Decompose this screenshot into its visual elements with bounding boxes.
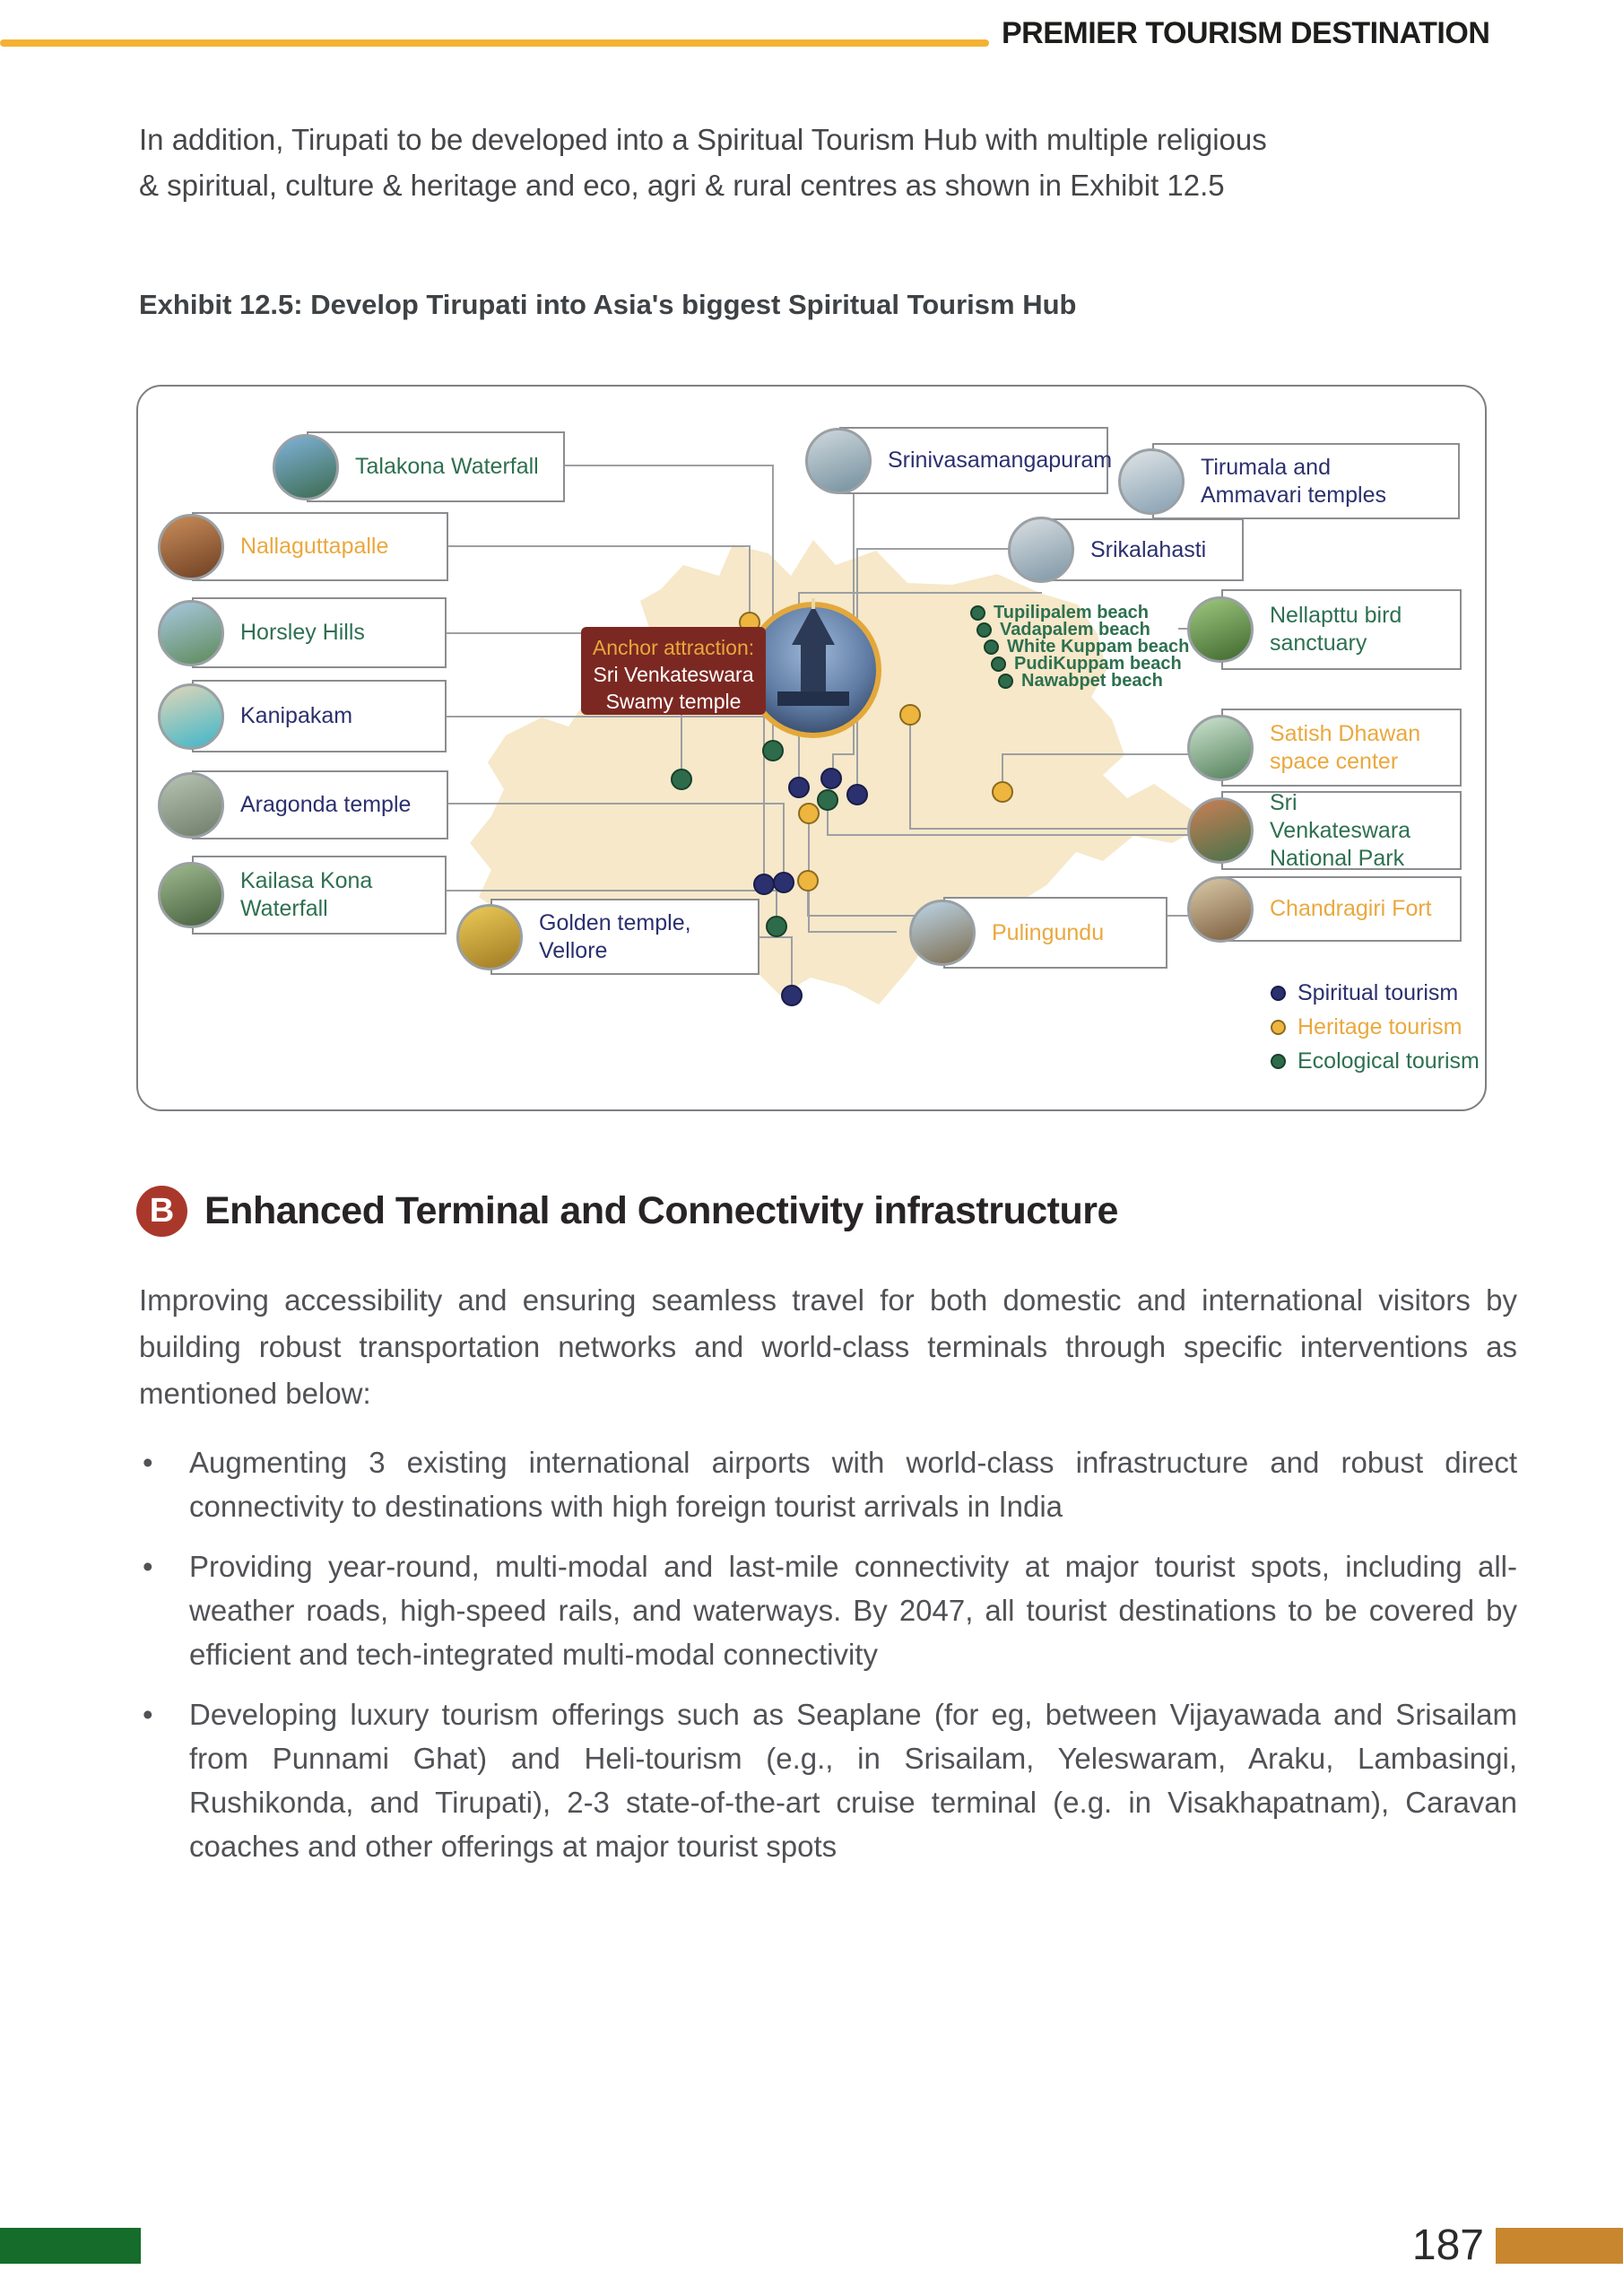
site-card-nellapttu [1221, 589, 1462, 670]
bullet-item: • Developing luxury tourism offerings such as Seaplane (for eg, between Vijayawada and Srisailam from Punnami Ghat) and Heli-tourism (e.g., in Srisailam, Yeleswaram, Araku, Lambasingi, Rushikonda, and Tirupati), 2-3 state-of-the-art cruise terminal (e.g. in Visakhapatnam), Caravan coaches and other offerings at major tourist spots [139, 1692, 1517, 1868]
site-card-kailasa-kona [192, 856, 447, 935]
legend-item-ecological [1271, 1044, 1480, 1078]
site-label: Tirumala and Ammavari temples [1201, 454, 1386, 508]
bullet-item: • Providing year-round, multi-modal and last-mile connectivity at major tourist spots, including all-weather roads, high-speed rails, and waterways. By 2047, all tourist destinations to be covered by efficient and tech-integrated multi-modal connectivity [139, 1544, 1517, 1676]
footer-gold-bar [1496, 2228, 1623, 2264]
golden-temple-photo [456, 904, 523, 970]
legend-label: Heritage tourism [1298, 1013, 1462, 1039]
aragonda-photo [158, 772, 224, 839]
site-label: Kailasa Kona Waterfall [240, 868, 373, 921]
section-b-heading: Enhanced Terminal and Connectivity infrastructure [204, 1189, 1118, 1232]
site-label: Pulingundu [992, 919, 1105, 945]
bullet-item: • Augmenting 3 existing international airports with world-class infrastructure and robust direct connectivity to destinations with high foreign tourist arrivals in India [139, 1440, 1517, 1528]
site-card-nallaguttapalle [192, 512, 448, 581]
talakona-photo [273, 434, 339, 500]
anchor-attraction-box [581, 627, 766, 715]
nallaguttapalle-photo [158, 514, 224, 580]
beach-item [998, 673, 1189, 690]
section-b-badge: B [136, 1186, 187, 1237]
header-accent-line [0, 39, 989, 47]
ecological-dot-icon [1271, 1054, 1286, 1069]
site-card-srikalahasti [1042, 518, 1244, 581]
site-card-satish-dhawan [1221, 709, 1462, 787]
kanipakam-photo [158, 683, 224, 750]
page-header-title: PREMIER TOURISM DESTINATION [1002, 16, 1490, 50]
site-card-kanipakam [192, 680, 447, 752]
site-card-chandragiri [1221, 876, 1462, 942]
heritage-dot-icon [1271, 1020, 1286, 1035]
site-card-pulingundu [943, 897, 1167, 969]
site-label: Horsley Hills [240, 620, 365, 645]
site-card-aragonda [192, 770, 448, 839]
srikalahasti-photo [1008, 517, 1074, 583]
footer-green-bar [0, 2228, 141, 2264]
legend-item-heritage [1271, 1010, 1480, 1044]
pulingundu-photo [909, 900, 976, 966]
horsley-hills-photo [158, 600, 224, 666]
beach-label: Vadapalem beach [1000, 620, 1150, 639]
exhibit-title: Exhibit 12.5: Develop Tirupati into Asia's biggest Spiritual Tourism Hub [139, 289, 1077, 320]
tirumala-photo [1118, 448, 1185, 515]
site-card-sv-national-park [1221, 791, 1462, 870]
ecological-dot-icon [998, 674, 1013, 689]
site-label: Srinivasamangapuram [888, 448, 1113, 473]
section-b-paragraph: Improving accessibility and ensuring seamless travel for both domestic and international visitors by building robust transportation networks and world-class terminals through specific interventions as mentioned below: [139, 1283, 1517, 1410]
ecological-dot-icon [991, 657, 1006, 672]
beach-label: Tupilipalem beach [994, 603, 1149, 622]
site-card-tirumala [1152, 443, 1460, 519]
ecological-dot-icon [984, 639, 999, 655]
chandragiri-photo [1187, 876, 1254, 943]
page-number: 187 [1411, 2222, 1484, 2269]
legend-item-spiritual [1271, 976, 1480, 1010]
site-label: Nallaguttapalle [240, 534, 389, 559]
site-card-talakona [307, 431, 565, 502]
intro-paragraph [139, 117, 1524, 208]
ecological-dot-icon [976, 622, 992, 638]
beach-label: White Kuppam beach [1007, 637, 1190, 657]
legend-label: Ecological tourism [1298, 1048, 1480, 1074]
map-legend [1271, 976, 1480, 1078]
anchor-attraction-line2: Swamy temple [605, 690, 742, 713]
satish-dhawan-photo [1187, 715, 1254, 781]
nellapttu-photo [1187, 596, 1254, 663]
ecological-dot-icon [970, 605, 985, 621]
section-b-bullet-list [139, 1440, 1517, 1884]
beach-label: Nawabpet beach [1021, 671, 1163, 691]
site-label: Srikalahasti [1090, 536, 1207, 562]
kailasa-kona-photo [158, 862, 224, 928]
beach-list [970, 604, 1189, 690]
anchor-attraction-label: Anchor attraction: [592, 636, 755, 659]
site-label: Chandragiri Fort [1270, 896, 1432, 921]
site-card-srinivasamangapuram [839, 427, 1113, 494]
anchor-attraction-line1: Sri Venkateswara [593, 663, 754, 686]
srinivasamangapuram-photo [805, 428, 872, 494]
site-label: Kanipakam [240, 703, 353, 728]
intro-line-2: & spiritual, culture & heritage and eco, agri & rural centres as shown in Exhibit 12.5 [139, 169, 1225, 202]
exhibit-map-panel [136, 385, 1487, 1111]
sv-national-park-photo [1187, 797, 1254, 864]
site-card-horsley-hills [192, 597, 447, 668]
beach-label: PudiKuppam beach [1014, 654, 1182, 674]
legend-label: Spiritual tourism [1298, 979, 1459, 1005]
site-label: Aragonda temple [240, 792, 412, 817]
intro-line-1: In addition, Tirupati to be developed into a Spiritual Tourism Hub with multiple religious [139, 123, 1267, 156]
site-label: Nellapttu bird sanctuary [1270, 603, 1402, 656]
site-label: Talakona Waterfall [355, 454, 539, 479]
site-card-golden-temple [490, 899, 759, 975]
site-label: Satish Dhawan space center [1270, 720, 1421, 774]
spiritual-dot-icon [1271, 986, 1286, 1001]
site-label: Sri Venkateswara National Park [1270, 789, 1411, 871]
site-label: Golden temple, Vellore [539, 909, 691, 963]
